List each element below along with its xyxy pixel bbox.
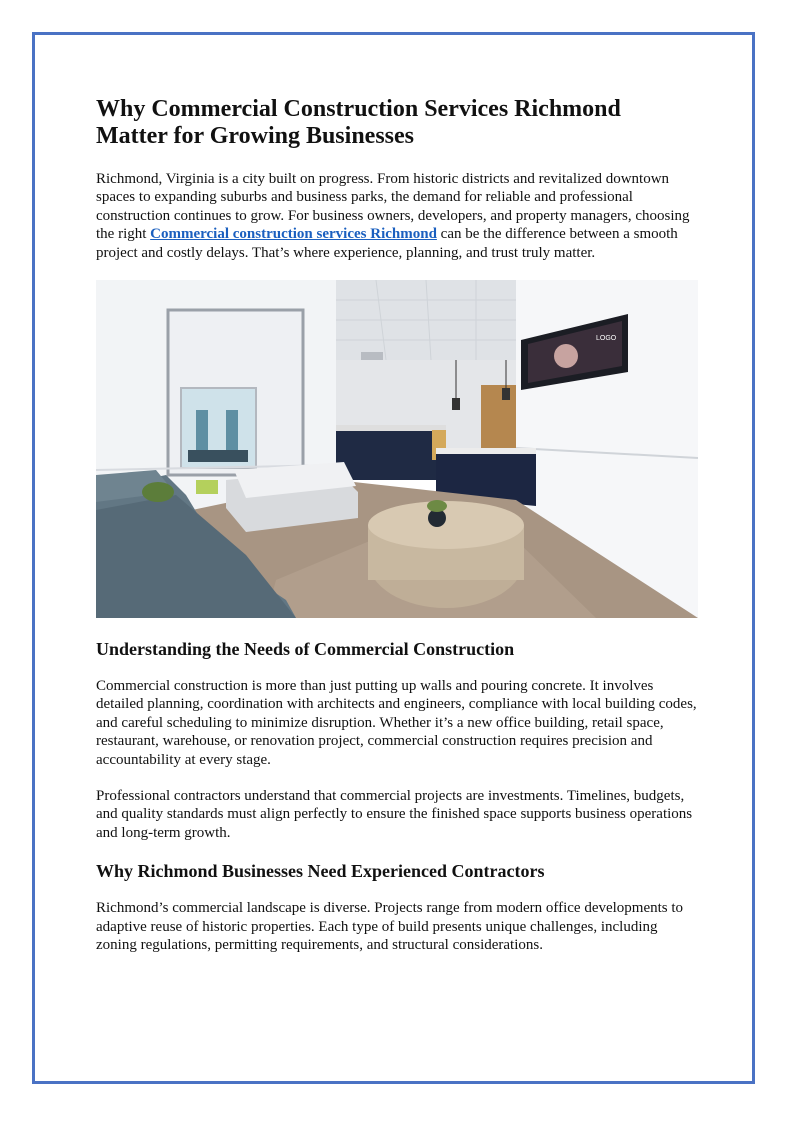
article (96, 96, 698, 973)
page-title: Why Commercial Construction Services Richmond Matter for Growing Businesses (96, 96, 621, 149)
section1-paragraph-1: Commercial construction is more than just putting up walls and pouring concrete. It involves detailed planning, coordination with architects and engineers, compliance with local building codes, and careful scheduling to minimize disruption. Whether it’s a new office building, retail space, restaurant, warehouse, or renovation project, commercial construction requires precision and accountability at every stage. (96, 678, 697, 768)
section-heading-why-richmond: Why Richmond Businesses Need Experienced Contractors (96, 861, 545, 882)
section2-paragraph-1: Richmond’s commercial landscape is diverse. Projects range from modern office developments to adaptive reuse of historic properties. Each type of build presents unique challenges, including zoning regulations, permitting requirements, and structural considerations. (96, 900, 684, 954)
commercial-construction-link[interactable]: Commercial construction services Richmond (150, 226, 437, 243)
section-heading-understanding-needs: Understanding the Needs of Commercial Construction (96, 639, 515, 660)
office-lobby-photo (96, 280, 698, 618)
section1-paragraph-2: Professional contractors understand that commercial projects are investments. Timelines, budgets, and quality standards must align perfectly to ensure the finished space supports business operations and long-term growth. (96, 788, 693, 841)
intro-paragraph (96, 170, 698, 262)
intro-text-after: can be the difference between a smooth project and costly delays. That’s where experience, planning, and trust truly matter. (96, 226, 678, 261)
intro-text-before: Richmond, Virginia is a city built on progress. From historic districts and revitalized downtown spaces to expanding suburbs and business parks, the demand for reliable and professional construction continues to grow. For business owners, developers, and property managers, choosing the right (96, 171, 690, 243)
tv-logo-text: LOGO (596, 335, 617, 343)
